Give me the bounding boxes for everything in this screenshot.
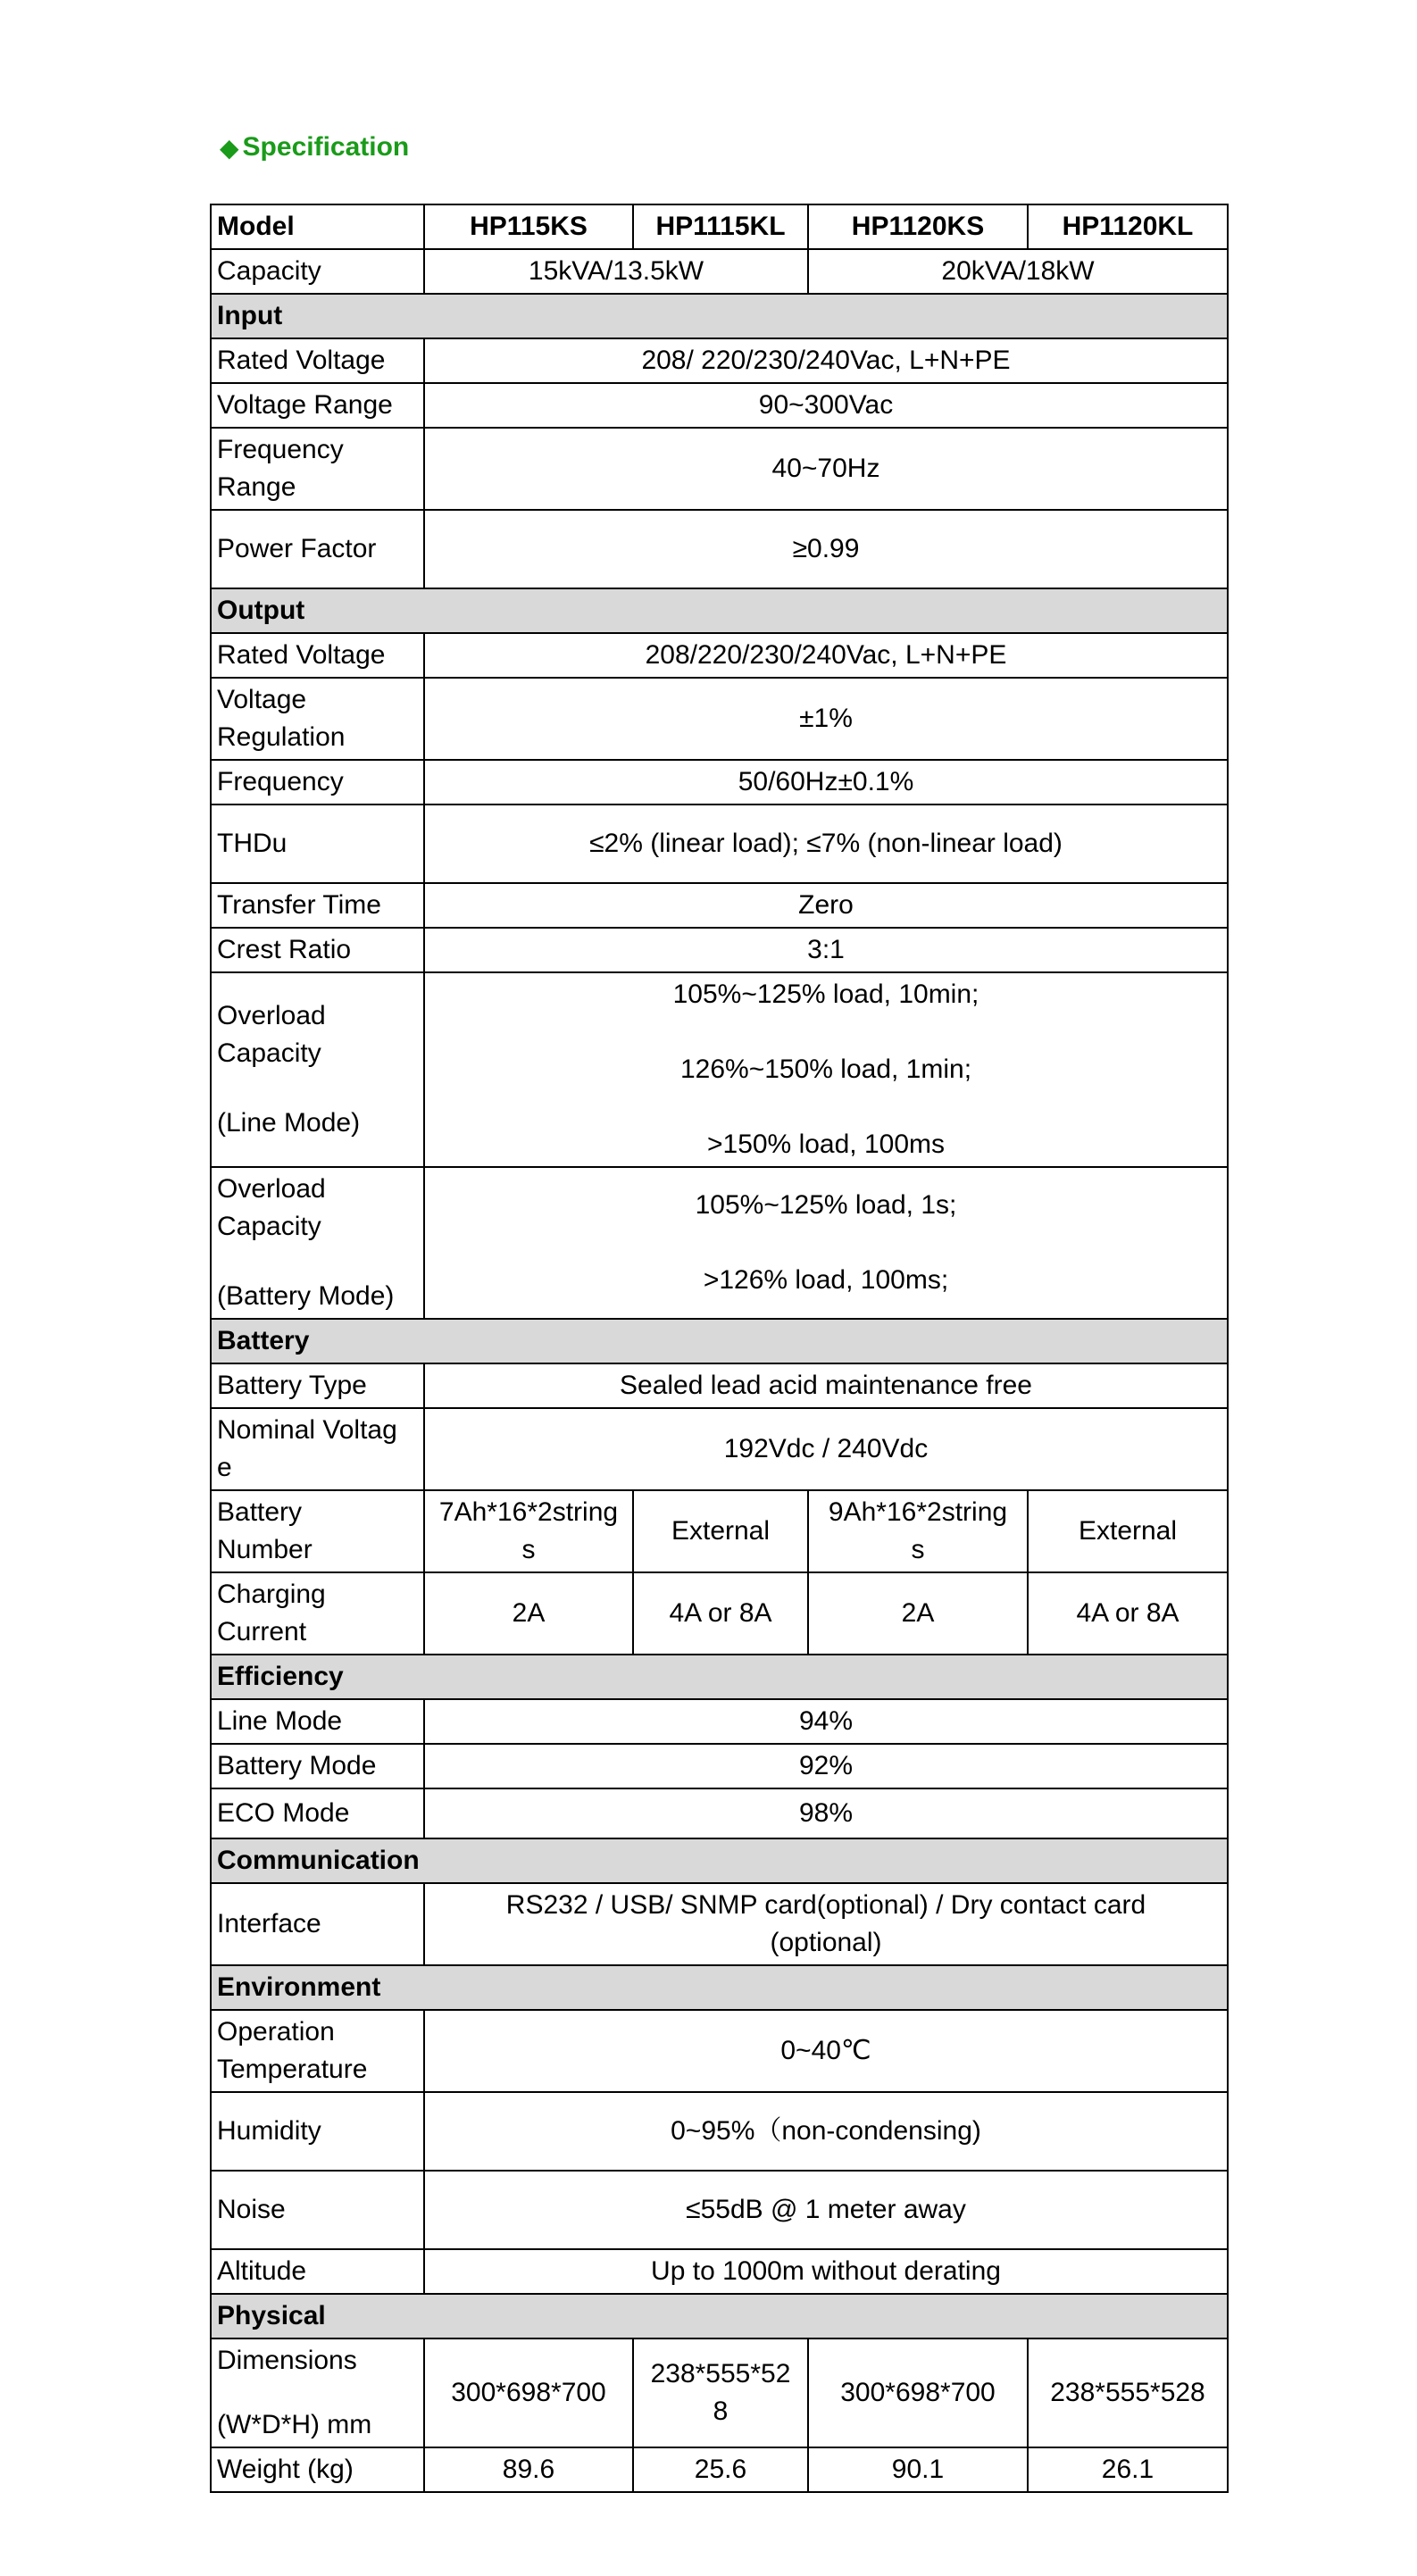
dimensions-hp1115kl: 238*555*52 8	[633, 2338, 808, 2447]
charging-current-label: Charging Current	[211, 1572, 424, 1655]
altitude-label: Altitude	[211, 2249, 424, 2294]
charging-current-hp1120kl: 4A or 8A	[1028, 1572, 1228, 1655]
voltage-range-label: Voltage Range	[211, 383, 424, 428]
battery-number-hp1115kl: External	[633, 1490, 808, 1572]
table-row	[211, 928, 1228, 972]
table-row	[211, 2010, 1228, 2092]
section-battery	[211, 1319, 1228, 1363]
table-row	[211, 1490, 1228, 1572]
overload-battery-value: 105%~125% load, 1s; >126% load, 100ms;	[424, 1167, 1228, 1319]
charging-current-hp1115kl: 4A or 8A	[633, 1572, 808, 1655]
capacity-label: Capacity	[211, 249, 424, 294]
nominal-voltage-label: Nominal Voltag e	[211, 1408, 424, 1490]
humidity-value: 0~95%（non-condensing)	[424, 2092, 1228, 2171]
table-row	[211, 383, 1228, 428]
page-title	[220, 132, 409, 163]
diamond-icon: ◆	[220, 133, 239, 162]
weight-hp115ks: 89.6	[424, 2447, 633, 2492]
table-row	[211, 883, 1228, 928]
table-row	[211, 1167, 1228, 1319]
section-efficiency	[211, 1655, 1228, 1699]
power-factor-value: ≥0.99	[424, 510, 1228, 588]
section-output-label: Output	[211, 588, 1228, 633]
output-rated-voltage-label: Rated Voltage	[211, 633, 424, 678]
table-row-model	[211, 204, 1228, 249]
weight-hp1115kl: 25.6	[633, 2447, 808, 2492]
dimensions-label: Dimensions (W*D*H) mm	[211, 2338, 424, 2447]
transfer-time-label: Transfer Time	[211, 883, 424, 928]
thdu-label: THDu	[211, 804, 424, 883]
table-row	[211, 804, 1228, 883]
table-row	[211, 2092, 1228, 2171]
section-environment	[211, 1965, 1228, 2010]
table-row	[211, 1883, 1228, 1965]
table-row	[211, 678, 1228, 760]
battery-mode-label: Battery Mode	[211, 1744, 424, 1788]
table-row	[211, 1744, 1228, 1788]
model-label: Model	[211, 204, 424, 249]
table-row	[211, 2447, 1228, 2492]
crest-ratio-label: Crest Ratio	[211, 928, 424, 972]
voltage-regulation-label: Voltage Regulation	[211, 678, 424, 760]
battery-number-hp1120ks: 9Ah*16*2string s	[808, 1490, 1028, 1572]
table-row	[211, 510, 1228, 588]
table-row	[211, 2249, 1228, 2294]
line-mode-label: Line Mode	[211, 1699, 424, 1744]
operation-temperature-label: Operation Temperature	[211, 2010, 424, 2092]
weight-hp1120kl: 26.1	[1028, 2447, 1228, 2492]
table-row	[211, 1408, 1228, 1490]
charging-current-hp115ks: 2A	[424, 1572, 633, 1655]
output-rated-voltage-value: 208/220/230/240Vac, L+N+PE	[424, 633, 1228, 678]
dimensions-hp1120kl: 238*555*528	[1028, 2338, 1228, 2447]
table-row	[211, 1363, 1228, 1408]
overload-battery-label: Overload Capacity (Battery Mode)	[211, 1167, 424, 1319]
altitude-value: Up to 1000m without derating	[424, 2249, 1228, 2294]
table-row	[211, 428, 1228, 510]
noise-label: Noise	[211, 2171, 424, 2249]
model-hp1120ks: HP1120KS	[808, 204, 1028, 249]
capacity-20kva: 20kVA/18kW	[808, 249, 1228, 294]
output-frequency-label: Frequency	[211, 760, 424, 804]
input-rated-voltage-value: 208/ 220/230/240Vac, L+N+PE	[424, 338, 1228, 383]
model-hp115ks: HP115KS	[424, 204, 633, 249]
nominal-voltage-value: 192Vdc / 240Vdc	[424, 1408, 1228, 1490]
section-input-label: Input	[211, 294, 1228, 338]
battery-mode-value: 92%	[424, 1744, 1228, 1788]
interface-label: Interface	[211, 1883, 424, 1965]
charging-current-hp1120ks: 2A	[808, 1572, 1028, 1655]
eco-mode-label: ECO Mode	[211, 1788, 424, 1838]
frequency-range-label: Frequency Range	[211, 428, 424, 510]
section-physical	[211, 2294, 1228, 2338]
dimensions-hp1120ks: 300*698*700	[808, 2338, 1028, 2447]
line-mode-value: 94%	[424, 1699, 1228, 1744]
voltage-regulation-value: ±1%	[424, 678, 1228, 760]
page-title-text: Specification	[242, 132, 410, 162]
table-row	[211, 338, 1228, 383]
battery-type-label: Battery Type	[211, 1363, 424, 1408]
weight-label: Weight (kg)	[211, 2447, 424, 2492]
model-hp1120kl: HP1120KL	[1028, 204, 1228, 249]
table-row	[211, 1699, 1228, 1744]
power-factor-label: Power Factor	[211, 510, 424, 588]
table-row	[211, 1788, 1228, 1838]
transfer-time-value: Zero	[424, 883, 1228, 928]
table-row	[211, 972, 1228, 1167]
section-communication	[211, 1838, 1228, 1883]
table-row	[211, 2171, 1228, 2249]
battery-number-label: Battery Number	[211, 1490, 424, 1572]
dimensions-hp115ks: 300*698*700	[424, 2338, 633, 2447]
overload-line-label: Overload Capacity (Line Mode)	[211, 972, 424, 1167]
section-environment-label: Environment	[211, 1965, 1228, 2010]
eco-mode-value: 98%	[424, 1788, 1228, 1838]
noise-value: ≤55dB @ 1 meter away	[424, 2171, 1228, 2249]
section-battery-label: Battery	[211, 1319, 1228, 1363]
output-frequency-value: 50/60Hz±0.1%	[424, 760, 1228, 804]
thdu-value: ≤2% (linear load); ≤7% (non-linear load)	[424, 804, 1228, 883]
table-row	[211, 2338, 1228, 2447]
battery-number-hp115ks: 7Ah*16*2string s	[424, 1490, 633, 1572]
weight-hp1120ks: 90.1	[808, 2447, 1028, 2492]
specification-table	[210, 204, 1229, 2493]
section-output	[211, 588, 1228, 633]
model-hp1115kl: HP1115KL	[633, 204, 808, 249]
frequency-range-value: 40~70Hz	[424, 428, 1228, 510]
section-efficiency-label: Efficiency	[211, 1655, 1228, 1699]
overload-line-value: 105%~125% load, 10min; 126%~150% load, 1min; >150% load, 100ms	[424, 972, 1228, 1167]
section-physical-label: Physical	[211, 2294, 1228, 2338]
section-input	[211, 294, 1228, 338]
section-communication-label: Communication	[211, 1838, 1228, 1883]
table-row	[211, 760, 1228, 804]
table-row-capacity	[211, 249, 1228, 294]
voltage-range-value: 90~300Vac	[424, 383, 1228, 428]
capacity-15kva: 15kVA/13.5kW	[424, 249, 808, 294]
battery-number-hp1120kl: External	[1028, 1490, 1228, 1572]
input-rated-voltage-label: Rated Voltage	[211, 338, 424, 383]
battery-type-value: Sealed lead acid maintenance free	[424, 1363, 1228, 1408]
crest-ratio-value: 3:1	[424, 928, 1228, 972]
table-row	[211, 633, 1228, 678]
table-row	[211, 1572, 1228, 1655]
interface-value: RS232 / USB/ SNMP card(optional) / Dry contact card (optional)	[424, 1883, 1228, 1965]
operation-temperature-value: 0~40℃	[424, 2010, 1228, 2092]
humidity-label: Humidity	[211, 2092, 424, 2171]
